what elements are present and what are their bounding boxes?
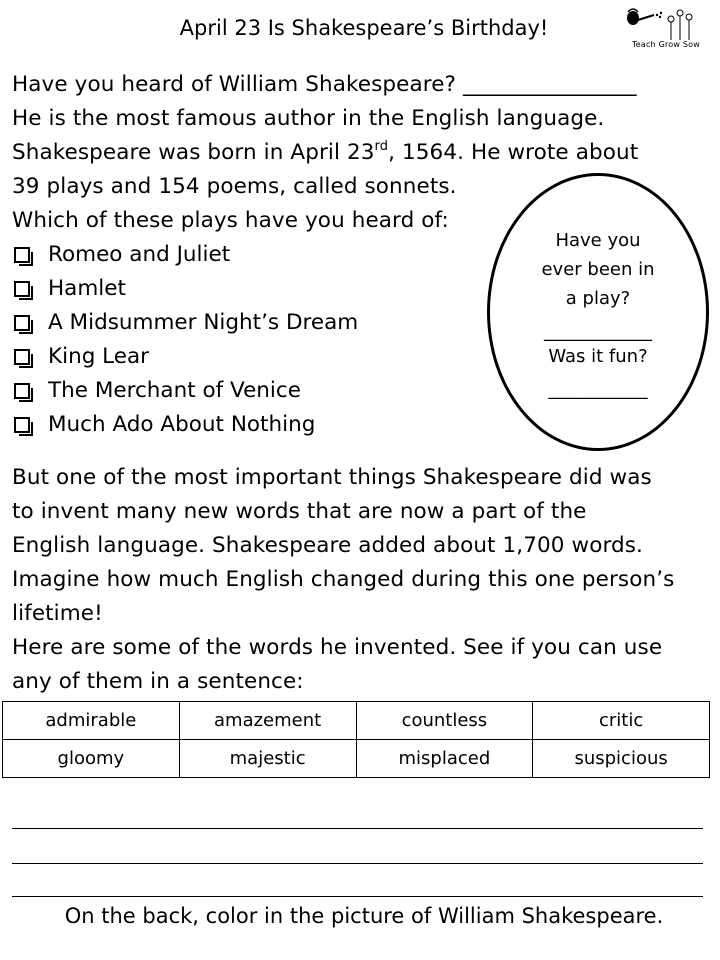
oval-question: Was it fun?	[548, 346, 648, 367]
paragraph-line: English language. Shakespeare added about 1,700 words.	[12, 533, 643, 558]
word-cell: amazement	[179, 702, 356, 740]
logo-text: Teach Grow Sow	[632, 40, 700, 49]
table-row	[3, 740, 710, 778]
play-option[interactable]	[14, 343, 149, 371]
plays-question: Which of these plays have you heard of:	[12, 208, 449, 233]
play-label: Hamlet	[48, 276, 126, 301]
play-label: Romeo and Juliet	[48, 242, 231, 267]
checkbox-icon[interactable]	[14, 349, 30, 365]
play-label: King Lear	[48, 344, 150, 369]
birth-text: Shakespeare was born in April 23	[12, 140, 375, 165]
play-option[interactable]	[14, 309, 358, 337]
word-cell: admirable	[3, 702, 180, 740]
word-cell: critic	[533, 702, 710, 740]
paragraph-line: to invent many new words that are now a part of the	[12, 499, 587, 524]
table-row	[3, 702, 710, 740]
word-table	[2, 701, 710, 778]
word-cell: suspicious	[533, 740, 710, 778]
word-cell: majestic	[179, 740, 356, 778]
intro-line: 39 plays and 154 poems, called sonnets.	[12, 174, 457, 199]
word-cell: countless	[356, 702, 533, 740]
paragraph-line: any of them in a sentence:	[12, 669, 304, 694]
oval-question: ever been in	[541, 259, 655, 280]
checkbox-icon[interactable]	[14, 383, 30, 399]
play-option[interactable]	[14, 411, 315, 439]
writing-line[interactable]	[12, 863, 703, 864]
footer-instruction: On the back, color in the picture of William Shakespeare.	[64, 904, 664, 928]
checkbox-icon[interactable]	[14, 417, 30, 433]
paragraph-line: Here are some of the words he invented. See if you can use	[12, 635, 663, 660]
checkbox-icon[interactable]	[14, 281, 30, 297]
birth-text-end: , 1564. He wrote about	[388, 140, 639, 165]
word-cell: gloomy	[3, 740, 180, 778]
page-title: April 23 Is Shakespeare’s Birthday!	[179, 16, 549, 40]
play-label: Much Ado About Nothing	[48, 412, 316, 437]
ordinal-suffix: rd	[374, 139, 389, 154]
oval-answer-blank[interactable]: ___________	[548, 379, 648, 400]
paragraph-line: Imagine how much English changed during this one person’s	[12, 567, 675, 592]
birth-line	[12, 139, 638, 167]
play-option[interactable]	[14, 241, 230, 269]
logo	[624, 6, 710, 50]
checkbox-icon[interactable]	[14, 247, 30, 263]
writing-line[interactable]	[12, 828, 703, 829]
oval-question: a play?	[565, 288, 631, 309]
play-label: A Midsummer Night’s Dream	[48, 310, 359, 335]
play-label: The Merchant of Venice	[48, 378, 301, 403]
writing-line[interactable]	[12, 896, 703, 897]
word-cell: misplaced	[356, 740, 533, 778]
paragraph-line: lifetime!	[12, 601, 103, 626]
oval-question: Have you	[555, 230, 641, 251]
checkbox-icon[interactable]	[14, 315, 30, 331]
intro-line: He is the most famous author in the English language.	[12, 106, 605, 131]
paragraph-line: But one of the most important things Shakespeare did was	[12, 465, 652, 490]
oval-answer-blank[interactable]: ____________	[544, 321, 652, 342]
play-option[interactable]	[14, 377, 301, 405]
watering-can-icon	[624, 6, 710, 42]
play-option[interactable]	[14, 275, 126, 303]
intro-question: Have you heard of William Shakespeare? ________________	[12, 72, 637, 97]
